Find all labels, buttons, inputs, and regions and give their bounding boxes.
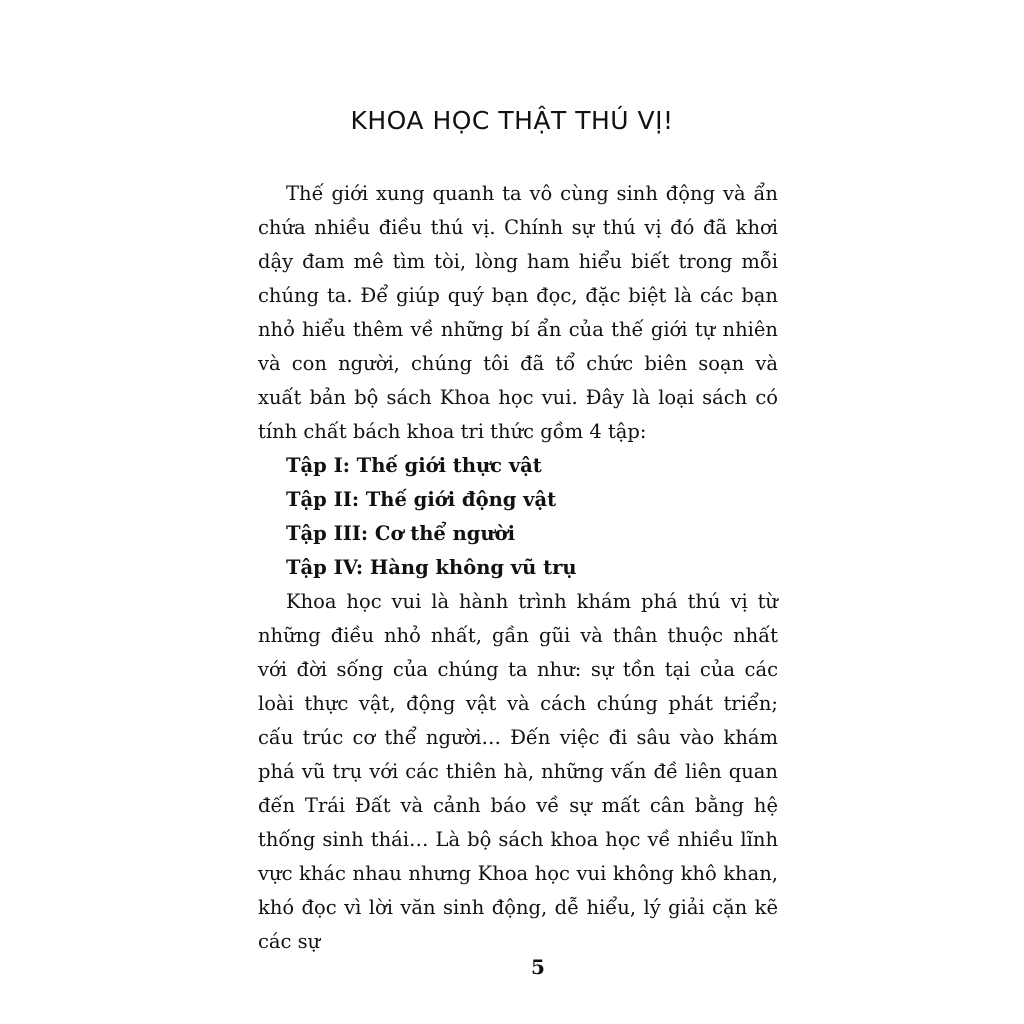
volume-item-2: Tập II: Thế giới động vật — [286, 488, 557, 511]
intro-paragraph: Thế giới xung quanh ta vô cùng sinh động và ẩn chứa nhiều điều thú vị. Chính sự thú vị đó đã khơi dậy đam mê tìm tòi, lòng ham hiểu biết trong mỗi chúng ta. Để giúp quý bạn đọc, đặc biệt là các bạn nhỏ hiểu thêm về những bí ẩn của thế giới tự nhiên và con người, chúng tôi đã tổ chức biên soạn và xuất bản bộ sách Khoa học vui. Đây là loại sách có tính chất bách khoa tri thức gồm 4 tập: — [258, 182, 778, 443]
volume-item-4: Tập IV: Hàng không vũ trụ — [286, 556, 577, 579]
volume-item-1: Tập I: Thế giới thực vật — [286, 454, 542, 477]
volume-item-3: Tập III: Cơ thể người — [286, 522, 516, 545]
volume-list — [258, 449, 778, 585]
page-number: 5 — [531, 955, 545, 979]
page-title: KHOA HỌC THẬT THÚ VỊ! — [350, 106, 674, 135]
description-paragraph: Khoa học vui là hành trình khám phá thú vị từ những điều nhỏ nhất, gần gũi và thân thuộc nhất với đời sống của chúng ta như: sự tồn tại của các loài thực vật, động vật và cách chúng phát triển; cấu trúc cơ thể người… Đến việc đi sâu vào khám phá vũ trụ với các thiên hà, những vấn đề liên quan đến Trái Đất và cảnh báo về sự mất cân bằng hệ thống sinh thái… Là bộ sách khoa học về nhiều lĩnh vực khác nhau nhưng Khoa học vui không khô khan, khó đọc vì lời văn sinh động, dễ hiểu, lý giải cặn kẽ các sự — [258, 590, 778, 953]
body-text — [258, 177, 778, 959]
